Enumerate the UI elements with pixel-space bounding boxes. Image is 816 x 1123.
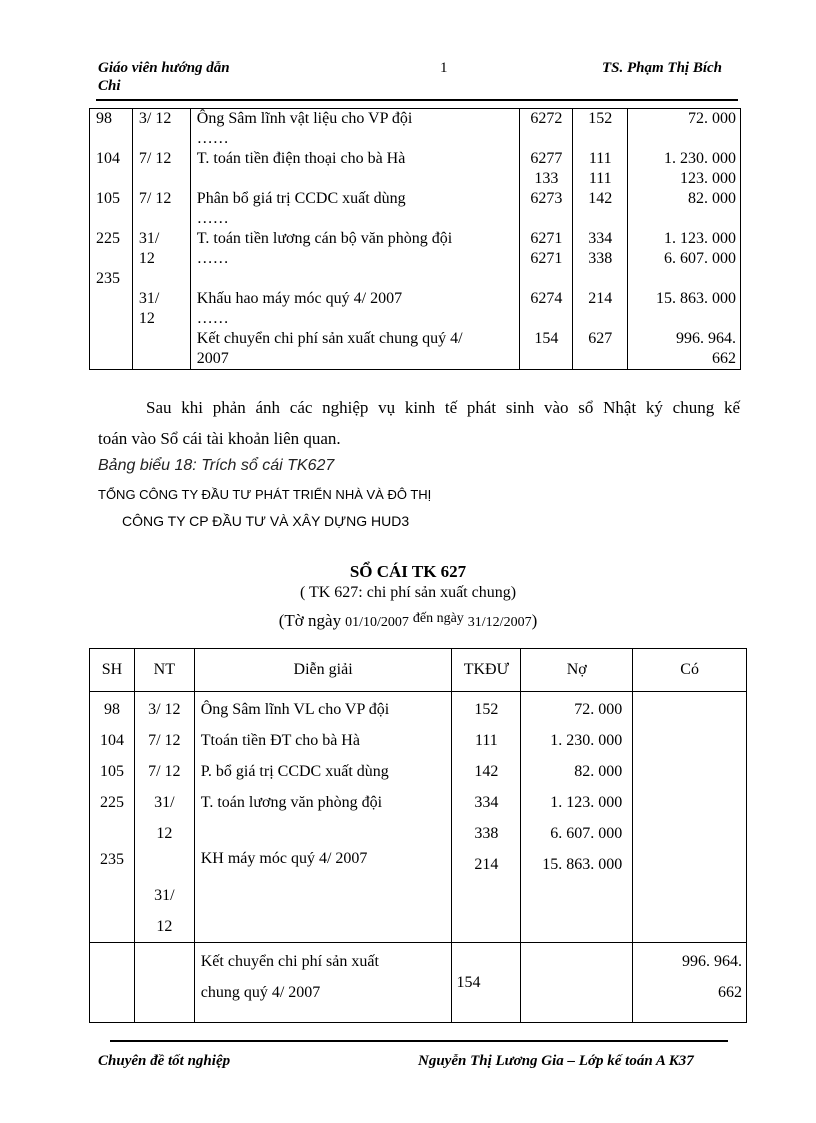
journal-desc: …… [196,130,229,147]
ledger-col-sh: SH [90,649,135,692]
header-left-continued: Chi [98,78,121,94]
footer-left: Chuyên đề tốt nghiệp [98,1053,231,1069]
ledger-total-co: 662 [718,984,742,1001]
journal-co: 338 [588,250,613,267]
journal-nt: 31/ [138,230,160,247]
ledger-total-row [90,943,747,1023]
journal-sh: 225 [96,230,120,247]
ledger-no: 15. 863. 000 [542,856,623,873]
ledger-subtitle: ( TK 627: chi phí sản xuất chung) [299,584,517,601]
ledger-tkdu: 152 [474,701,499,718]
ledger-desc: KH máy móc quý 4/ 2007 [200,850,368,867]
ledger-sh: 225 [99,794,124,811]
ledger-tkdu: 214 [474,856,499,873]
journal-desc: Phân bổ giá trị CCDC xuất dùng [196,190,406,207]
ledger-tkdu: 334 [474,794,499,811]
journal-sh: 105 [96,190,120,207]
header-right: TS. Phạm Thị Bích [602,60,723,76]
ledger-nt: 12 [156,825,173,842]
paragraph-line-2: toán vào Sổ cái tài khoản liên quan. [98,429,341,448]
journal-desc: T. toán tiền lương cán bộ văn phòng đội [196,230,453,247]
journal-nt: 12 [138,250,155,267]
ledger-desc: Ông Sâm lĩnh VL cho VP đội [200,701,390,718]
journal-amount: 15. 863. 000 [656,290,736,307]
journal-no: 6274 [530,290,563,307]
ledger-tkdu: 338 [474,825,499,842]
journal-body-row [90,109,741,370]
journal-co: 334 [588,230,613,247]
ledger-nt [135,849,194,880]
journal-desc: Ông Sâm lĩnh vật liệu cho VP đội [196,110,413,127]
ledger-desc: P. bổ giá trị CCDC xuất dùng [200,763,389,780]
journal-amount: 72. 000 [688,110,736,127]
journal-desc-cell [190,109,520,370]
ledger-no: 72. 000 [574,701,623,718]
table-caption: Bảng biểu 18: Trích sổ cái TK627 [98,457,335,474]
period-close: ) [531,611,538,630]
ledger-period [0,611,816,631]
ledger-total-tkdu: 154 [452,943,521,1023]
ledger-nt: 12 [156,918,173,935]
ledger-tkdu-cell [452,692,521,943]
journal-amount: 123. 000 [680,170,736,187]
journal-sh: 235 [96,270,120,287]
journal-no: 6277 [530,150,563,167]
journal-co: 111 [588,150,612,167]
period-mid: đến ngày [412,611,464,626]
ledger-total-desc-cell [194,943,452,1023]
journal-amount: 1. 123. 000 [664,230,736,247]
journal-nt: 31/ [138,290,160,307]
ledger-sh: 235 [99,851,124,868]
ledger-sh-cell [90,692,135,943]
journal-amount: 6. 607. 000 [664,250,736,267]
ledger-col-co: Có [633,649,747,692]
ledger-col-tkdu: TKĐƯ [452,649,521,692]
ledger-co-cell [633,692,747,943]
header-rule [96,99,738,101]
ledger-col-no: Nợ [521,649,633,692]
parent-company: TỔNG CÔNG TY ĐẦU TƯ PHÁT TRIỂN NHÀ VÀ ĐÔ THỊ [98,487,432,502]
journal-no: 6272 [530,110,563,127]
page-number: 1 [440,60,448,76]
journal-co-cell [573,109,628,370]
ledger-no: 1. 123. 000 [550,794,623,811]
journal-co: 152 [588,110,613,127]
ledger-sh: 104 [99,732,124,749]
ledger-desc-cell [194,692,452,943]
journal-no: 133 [534,170,559,187]
ledger-total-desc: Kết chuyển chi phí sản xuất [200,953,379,970]
ledger-total-nt [134,943,194,1023]
ledger-nt: 7/ 12 [148,732,181,749]
company-name: CÔNG TY CP ĐẦU TƯ VÀ XÂY DỰNG HUD3 [122,513,410,529]
journal-desc: 2007 [196,350,229,367]
journal-co: 142 [588,190,613,207]
ledger-tkdu: 142 [474,763,499,780]
journal-table [89,108,741,370]
ledger-table [89,648,747,1023]
journal-amount-cell [628,109,741,370]
journal-desc: Khấu hao máy móc quý 4/ 2007 [196,290,403,307]
ledger-no: 6. 607. 000 [550,825,623,842]
ledger-total-sh [90,943,135,1023]
ledger-desc: T. toán lương văn phòng đội [200,794,383,811]
journal-no-cell [520,109,573,370]
journal-desc: Kết chuyển chi phí sản xuất chung quý 4/ [196,330,463,347]
journal-no: 6273 [530,190,563,207]
footer-right: Nguyễn Thị Lương Gia – Lớp kế toán A K37 [418,1053,694,1069]
journal-desc: …… [196,250,229,267]
journal-amount: 1. 230. 000 [664,150,736,167]
ledger-nt: 31/ [154,794,175,811]
ledger-no: 82. 000 [574,763,623,780]
journal-amount: 662 [712,350,736,367]
journal-desc: …… [196,310,229,327]
period-prefix: (Tờ ngày [278,611,342,630]
journal-sh: 98 [96,110,112,127]
journal-amount: 82. 000 [688,190,736,207]
ledger-total-co-cell [633,943,747,1023]
header-left: Giáo viên hướng dẫn [98,60,230,76]
ledger-total-co: 996. 964. [682,953,742,970]
ledger-nt-cell [134,692,194,943]
ledger-desc: Ttoán tiền ĐT cho bà Hà [200,732,360,749]
body-paragraph [98,392,740,454]
ledger-no: 1. 230. 000 [550,732,623,749]
journal-nt: 7/ 12 [138,190,172,207]
journal-no: 6271 [530,230,563,247]
ledger-nt: 3/ 12 [148,701,181,718]
journal-no: 6271 [530,250,563,267]
journal-desc: T. toán tiền điện thoại cho bà Hà [196,150,406,167]
paragraph-line-1: Sau khi phản ánh các nghiệp vụ kinh tế phát sinh vào sổ Nhật ký chung kế [146,398,740,417]
journal-nt: 12 [138,310,155,327]
ledger-title: SỔ CÁI TK 627 [349,562,467,581]
period-from: 01/10/2007 [345,615,409,630]
ledger-total-desc: chung quý 4/ 2007 [200,984,321,1001]
journal-nt-cell [132,109,190,370]
ledger-sh: 98 [103,701,120,718]
journal-desc: …… [196,210,229,227]
ledger-col-nt: NT [134,649,194,692]
journal-nt: 7/ 12 [138,150,172,167]
journal-amount: 996. 964. [676,330,736,347]
journal-no: 154 [534,330,559,347]
ledger-body-row [90,692,747,943]
period-to: 31/12/2007 [467,615,532,630]
journal-co: 627 [588,330,613,347]
journal-sh-cell [90,109,133,370]
journal-sh: 104 [96,150,120,167]
journal-co: 214 [588,290,613,307]
footer-rule [110,1040,728,1042]
ledger-nt: 7/ 12 [148,763,181,780]
ledger-nt: 31/ [154,887,175,904]
journal-co: 111 [588,170,612,187]
ledger-header-row [90,649,747,692]
ledger-col-desc: Diễn giải [194,649,452,692]
ledger-total-no [521,943,633,1023]
journal-nt: 3/ 12 [138,110,172,127]
ledger-sh: 105 [99,763,124,780]
ledger-no-cell [521,692,633,943]
ledger-sh [90,818,134,849]
ledger-tkdu: 111 [474,732,498,749]
